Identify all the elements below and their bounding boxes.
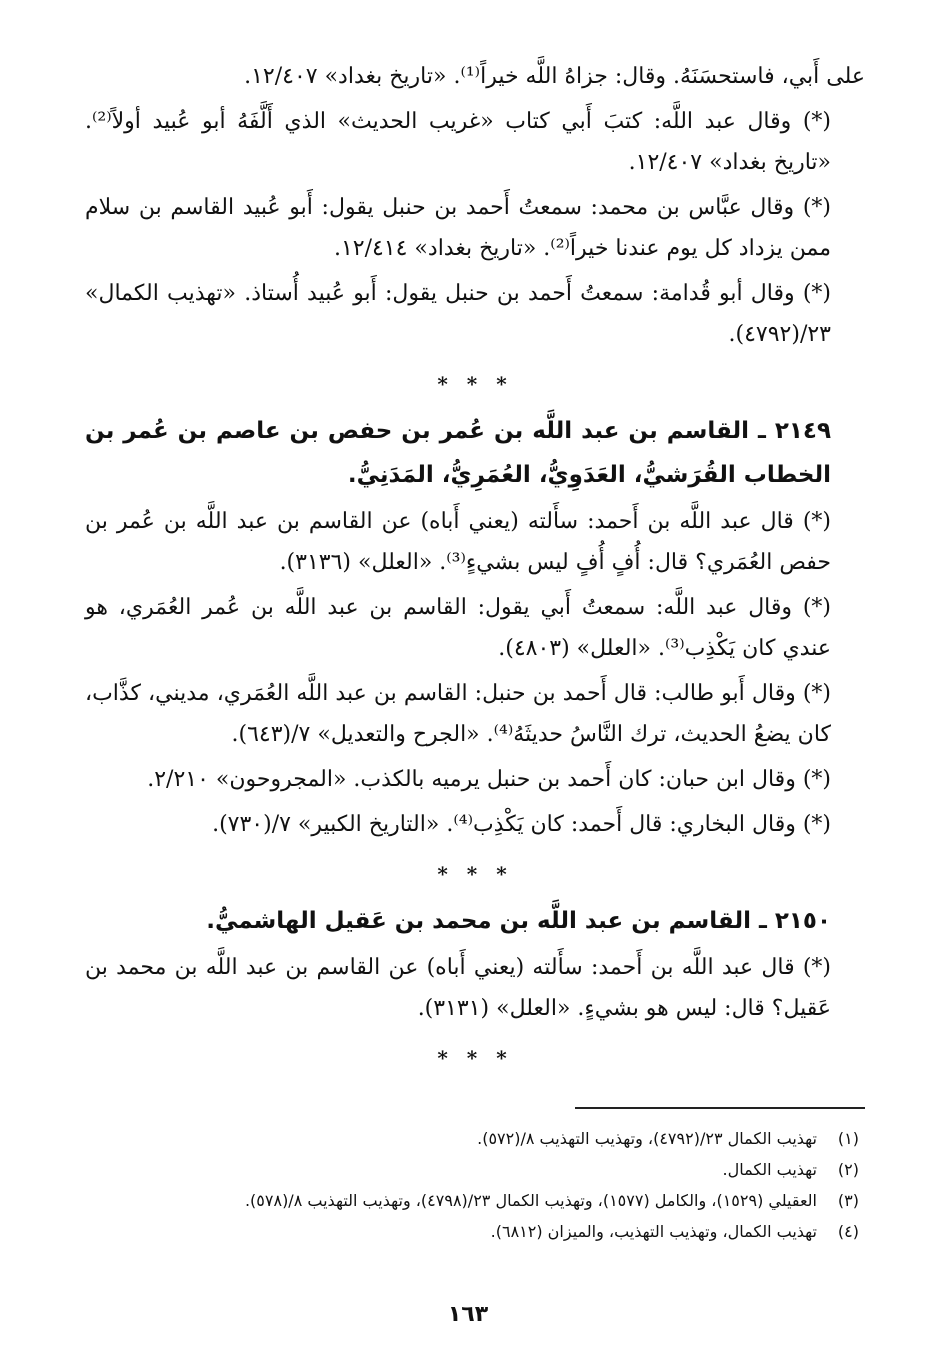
page-number: ١٦٣ (447, 1302, 489, 1327)
section-separator: * * * (437, 372, 513, 396)
paragraph: (*) وقال ابن حبان: كان أَحمد بن حنبل يرميه بالكذب. «المجروحون» ٢/٢١٠. (147, 767, 831, 792)
footnote-number: (٣) (837, 1191, 859, 1210)
footnote-text: العقيلي (١٥٢٩)، والكامل (١٥٧٧)، وتهذيب الكمال ٢٣/(٤٧٩٨)، وتهذيب التهذيب ٨/(٥٧٨). (244, 1191, 817, 1210)
footnote (85, 1216, 865, 1247)
footnote (85, 1185, 865, 1216)
paragraph: (*) وقال عبد اللَّه: كتبَ أَبي كتاب «غريب الحديث» الذي أَلَّفَهُ أبو عُبيد أولاً⁽²⁾. «تاريخ بغداد» ١٢/٤٠٧. (85, 109, 831, 175)
paragraph: (*) قال عبد اللَّه بن أَحمد: سأَلته (يعني أَباه) عن القاسم بن عبد اللَّه بن محمد بن عَقيل؟ قال: ليس هو بشيءٍ. «العلل» (٣١٣١). (85, 955, 831, 1021)
entry-heading-2150: ٢١٥٠ ـ القاسم بن عبد اللَّه بن محمد بن عَقيل الهاشميُّ. (206, 908, 831, 934)
paragraph: (*) وقال أبو قُدامة: سمعتُ أَحمد بن حنبل يقول: أَبو عُبيد أُستاذ. «تهذيب الكمال» ٢٣/(٤٧٩٢). (85, 281, 831, 347)
footnote-number: (١) (837, 1129, 859, 1148)
footnote-text: تهذيب الكمال، وتهذيب التهذيب، والميزان (٦٨١٢). (490, 1222, 817, 1241)
footnote (85, 1123, 865, 1154)
paragraph: (*) وقال أَبو طالب: قال أَحمد بن حنبل: القاسم بن عبد اللَّه العُمَري، مديني، كذَّاب، كان يضعُ الحديث، ترك النَّاسُ حديثَهُ⁽⁴⁾. «الجرح والتعديل» ٧/(٦٤٣). (85, 681, 831, 747)
footnote-divider (575, 1107, 865, 1109)
footnote-text: تهذيب الكمال. (722, 1160, 817, 1179)
section-separator: * * * (437, 1046, 513, 1070)
paragraph: (*) وقال البخاري: قال أَحمد: كان يَكْذِب⁽⁴⁾. «التاريخ الكبير» ٧/(٧٣٠). (212, 812, 831, 837)
footnote-number: (٤) (837, 1222, 859, 1241)
paragraph: (*) وقال عبَّاس بن محمد: سمعتُ أَحمد بن حنبل يقول: أَبو عُبيد القاسم بن سلام ممن يزداد كل يوم عندنا خيراً⁽²⁾. «تاريخ بغداد» ١٢/٤١٤. (85, 195, 831, 261)
paragraph: (*) وقال عبد اللَّه: سمعتُ أَبي يقول: القاسم بن عبد اللَّه بن عُمر العُمَري، هو عندي كان يَكْذِب⁽³⁾. «العلل» (٤٨٠٣). (85, 595, 831, 661)
paragraph: على أَبي، فاستحسَنَهُ. وقال: جزاهُ اللَّه خيراً⁽¹⁾. «تاريخ بغداد» ١٢/٤٠٧. (244, 64, 865, 89)
footnote-text: تهذيب الكمال ٢٣/(٤٧٩٢)، وتهذيب التهذيب ٨/(٥٧٢). (477, 1129, 817, 1148)
paragraph: (*) قال عبد اللَّه بن أَحمد: سأَلته (يعني أَباه) عن القاسم بن عبد اللَّه بن عُمر بن حفص العُمَري؟ قال: أُفٍ أُفٍ ليس بشيءٍ⁽³⁾. «العلل» (٣١٣٦). (85, 509, 831, 575)
section-separator: * * * (437, 862, 513, 886)
page-body (85, 56, 865, 1247)
footnote-number: (٢) (837, 1160, 859, 1179)
entry-heading-2149: ٢١٤٩ ـ القاسم بن عبد اللَّه بن عُمر بن حفص بن عاصم بن عُمر بن الخطاب القُرَشيُّ، العَدَوِيُّ، العُمَرِيُّ، المَدَنِيُّ. (85, 418, 831, 488)
footnote (85, 1154, 865, 1185)
